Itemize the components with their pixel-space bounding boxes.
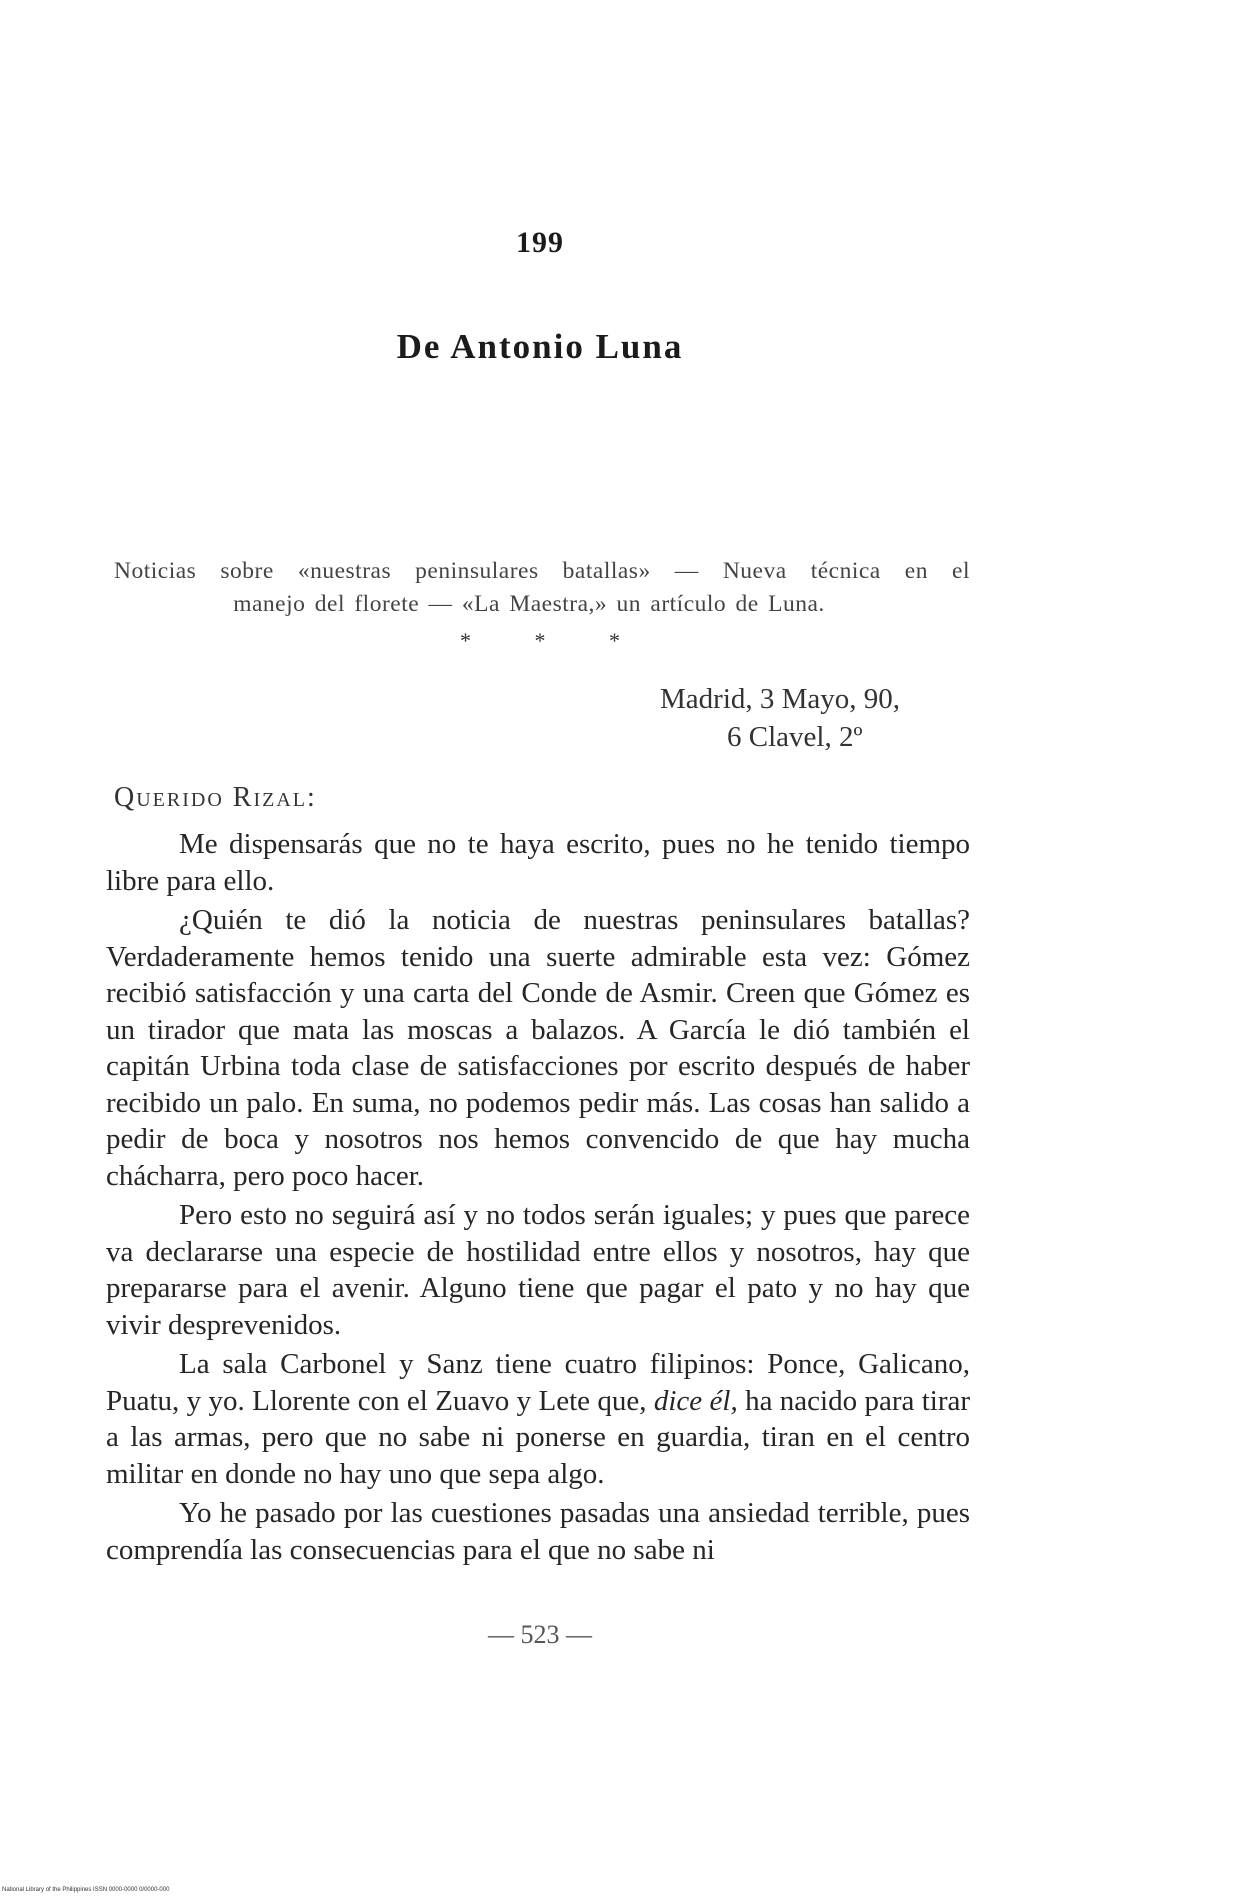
summary-line: manejo del florete — «La Maestra,» un artículo de Luna. [233,591,825,617]
separator-star: * [460,628,471,653]
letter-title: De Antonio Luna [396,327,684,366]
body-paragraph: ¿Quién te dió la noticia de nuestras peninsulares batallas? Verdaderamente hemos tenido una suerte admirable esta vez: Gómez recibió satisfacción y una carta del Conde de Asmir. Creen que Gómez es un tirador que mata las moscas a balazos. A García le dió también el capitán Urbina toda clase de satisfacciones por escrito después de haber recibido un palo. En suma, no podemos pedir más. Las cosas han salido a pedir de boca y nosotros nos hemos convencido de que hay mucha chácharra, pero poco hacer. [106,904,970,1192]
letter-summary [114,555,970,621]
italic-phrase: dice él, [653,1384,738,1417]
summary-line: Noticias sobre «nuestras peninsulares batallas» — Nueva técnica en el [114,558,970,584]
section-separator [460,628,620,654]
library-credit: National Library of the Philippines ISSN 0000-0000 0/0000-000 [2,1887,170,1893]
letter-number: 199 [516,226,564,259]
letter-body [106,826,970,1571]
body-paragraph: Pero esto no seguirá así y no todos serán iguales; y pues que parece va declararse una especie de hostilidad entre ellos y nosotros, hay que prepararse para el avenir. Alguno tiene que pagar el pato y no hay que vivir desprevenidos. [106,1199,970,1341]
body-paragraph: Yo he pasado por las cuestiones pasadas una ansiedad terrible, pues comprendía las consecuencias para el que no sabe ni [106,1497,970,1566]
salutation: Querido Rizal: [114,782,317,813]
dateline [660,680,970,756]
body-paragraph: Me dispensarás que no te haya escrito, pues no he tenido tiempo libre para ello. [106,828,970,897]
dateline-address: 6 Clavel, 2º [727,721,863,753]
separator-star: * [534,628,546,653]
paragraph-text: La sala Carbonel y Sanz tiene cuatro filipinos: Ponce, Galicano, Puatu, y yo. Llorente con el Zuavo y Lete que, [106,1348,970,1417]
separator-star: * [609,628,620,653]
body-paragraph [106,1346,970,1492]
paragraph-text: ha nacido para tirar a las armas, pero que no sabe ni ponerse en guardia, tiran en el centro militar en donde no hay uno que sepa algo. [106,1384,971,1490]
dateline-place-date: Madrid, 3 Mayo, 90, [660,683,901,715]
page-number: — 523 — [488,1620,592,1649]
